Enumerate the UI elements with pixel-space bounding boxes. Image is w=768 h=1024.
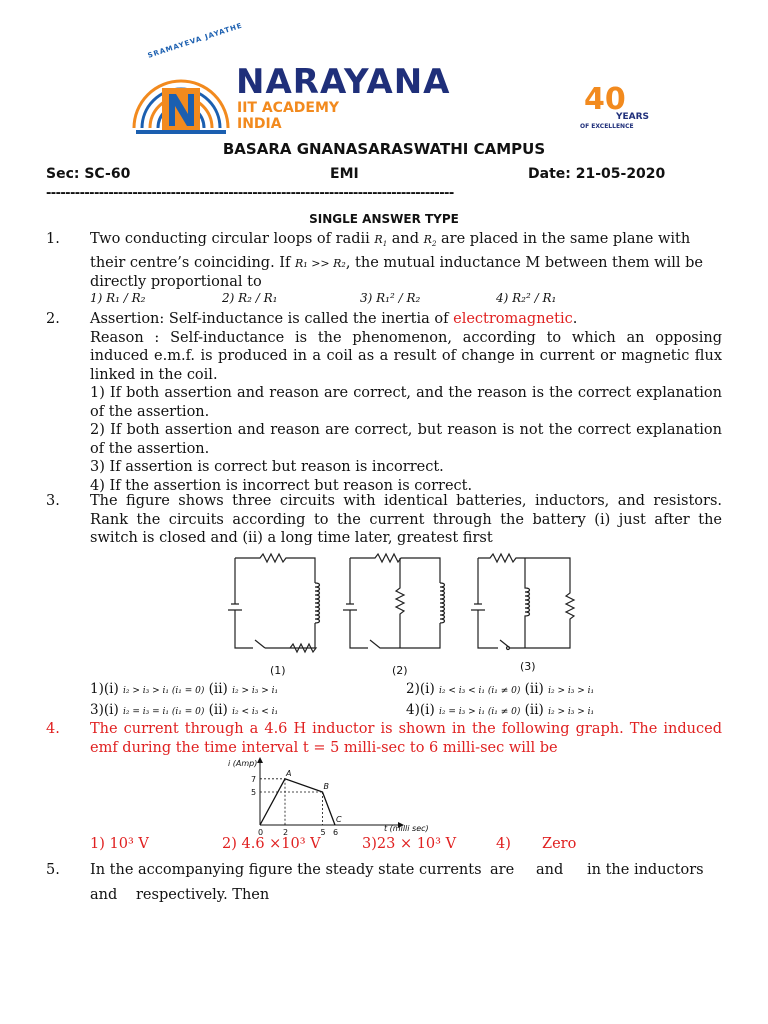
q1-text-1: Two conducting circular loops of radii [90, 231, 370, 247]
badge-excellence: OF EXCELLENCE [580, 123, 634, 130]
q5-text-2: are [490, 862, 515, 878]
question-text [90, 310, 722, 495]
q2-option-1[interactable]: 1) If both assertion and reason are correct, and the reason is the correct explanation of the assertion. [90, 385, 722, 420]
q3-option-4[interactable] [406, 702, 594, 718]
brand-sub-academy: IIT ACADEMY [237, 100, 340, 116]
question-number: 2. [46, 311, 60, 327]
circuit-label-3: (3) [520, 660, 536, 673]
q1-text-3: their centre’s coinciding. If [90, 254, 291, 271]
opt-label: 1)(i) [90, 681, 119, 697]
q1-text-5: directly proportional to [90, 274, 262, 291]
opt-label-ii: (ii) [208, 702, 228, 718]
anniversary-badge [578, 82, 650, 134]
guide-lines [260, 779, 323, 825]
logo-emblem-icon [126, 50, 236, 140]
question-number: 3. [46, 493, 60, 509]
question-text: The current through a 4.6 H inductor is shown in the following graph. The induced emf during the time interval t = 5 milli-sec to 6 milli-sec will be [90, 721, 722, 756]
y-axis-arrow-icon [257, 757, 263, 763]
opt-label-ii: (ii) [524, 702, 544, 718]
question-text: The figure shows three circuits with identical batteries, inductors, and resistors. Rank the circuits according to the current through the battery (i) just after the switch is closed and (ii) a long time later, greatest first [90, 493, 722, 546]
brand-sub-india: INDIA [237, 116, 282, 132]
campus-title: BASARA GNANASARASWATHI CAMPUS [222, 140, 546, 158]
x-tick-2: 2 [283, 828, 289, 837]
q5-text-4: in the inductors [587, 862, 704, 878]
question-number: 1. [46, 231, 60, 247]
q2-option-3[interactable]: 3) If assertion is correct but reason is incorrect. [90, 459, 444, 475]
point-label-C: C [336, 815, 342, 824]
brand-name: NARAYANA [236, 62, 451, 102]
q2-option-4[interactable]: 4) If the assertion is incorrect but reason is correct. [90, 477, 473, 494]
assertion-end: . [572, 311, 578, 327]
q5-text-5: and [90, 887, 118, 903]
opt-part-ii: i₂ > i₃ > i₁ [548, 707, 595, 717]
circuit-3 [471, 554, 574, 650]
question-2 [0, 310, 768, 494]
y-tick-5: 5 [251, 788, 257, 797]
logo-motto: SRAMAYEVA JAYATHE [146, 21, 244, 60]
y-axis-label: i (Amp) [228, 759, 258, 768]
q4-option-4-number[interactable]: 4) [496, 836, 511, 852]
point-labels [285, 769, 342, 824]
badge-number: 40 [584, 82, 626, 117]
x-tick-0: 0 [258, 828, 264, 837]
subject: EMI [330, 166, 359, 182]
x-tick-6: 6 [333, 828, 339, 837]
r1-letter: R [374, 233, 383, 246]
y-tick-labels [251, 775, 256, 797]
q5-text-3: and [536, 862, 564, 878]
opt-part-i: i₂ > i₃ > i₁ (i₁ = 0) [123, 686, 205, 696]
q3-option-2[interactable] [406, 681, 594, 697]
q4-option-2[interactable]: 2) 4.6 ×10³ V [222, 836, 321, 852]
q1-option-1[interactable]: 1) R₁ / R₂ [90, 291, 146, 305]
narayana-logo [126, 50, 236, 140]
r2-letter: R [423, 233, 432, 246]
q5-text-1: In the accompanying figure the steady state currents [90, 862, 482, 878]
q1-option-2[interactable]: 2) R₂ / R₁ [222, 291, 278, 305]
q1-and: and [391, 231, 420, 247]
q4-option-1[interactable]: 1) 10³ V [90, 836, 149, 852]
x-tick-5: 5 [320, 828, 326, 837]
q3-option-3[interactable] [90, 702, 278, 718]
circuit-label-1: (1) [270, 664, 286, 677]
opt-part-ii: i₂ > i₃ > i₁ [548, 686, 595, 696]
y-tick-7: 7 [251, 774, 257, 784]
q5-text-6: respectively. Then [136, 887, 270, 903]
r1-symbol [374, 233, 388, 249]
opt-part-ii: i₂ < i₃ < i₁ [232, 707, 279, 717]
q3-option-1[interactable] [90, 681, 278, 697]
opt-part-i: i₂ = i₃ = i₁ (i₁ = 0) [123, 707, 205, 717]
opt-label-ii: (ii) [524, 681, 544, 697]
question-5 [0, 858, 768, 908]
badge-years: YEARS [616, 112, 650, 122]
opt-label: 3)(i) [90, 702, 119, 718]
circuit-label-2: (2) [392, 664, 408, 677]
reason-text: Reason : Self-inductance is the phenomenon, according to which an opposing induced e.m.f. is produced in a coil as a result of change in current or magnetic flux linked in the coil. [90, 329, 722, 383]
q1-text-4: , the mutual inductance M between them will be [345, 254, 703, 271]
q2-option-2[interactable]: 2) If both assertion and reason are correct, but reason is not the correct explanation of the assertion. [90, 422, 722, 457]
r2-symbol [423, 233, 437, 249]
q4-option-3[interactable]: 3)23 × 10³ V [362, 836, 457, 852]
question-3 [0, 492, 768, 552]
opt-label-ii: (ii) [208, 681, 228, 697]
circuits-figure [220, 548, 600, 680]
opt-part-ii: i₂ > i₃ > i₁ [232, 686, 279, 696]
assertion-text: Assertion: Self-inductance is called the inertia of [90, 311, 449, 327]
q1-option-4[interactable]: 4) R₂² / R₁ [496, 291, 557, 305]
opt-part-i: i₂ < i₃ < i₁ (i₁ ≠ 0) [439, 686, 521, 696]
opt-label: 2)(i) [406, 681, 435, 697]
question-number: 4. [46, 721, 60, 737]
q4-option-4[interactable]: Zero [542, 836, 577, 852]
circuit-2 [343, 554, 445, 648]
q1-condition: R₁ >> R₂ [295, 256, 346, 270]
assertion-highlight: electromagnetic [453, 311, 573, 327]
x-axis-label: t (milli sec) [384, 824, 429, 833]
section-code: Sec: SC-60 [46, 166, 131, 182]
circuit-1 [228, 554, 320, 652]
r1-sub: 1 [382, 240, 388, 249]
opt-label: 4)(i) [406, 702, 435, 718]
exam-date: Date: 21-05-2020 [528, 166, 666, 182]
r2-sub: 2 [431, 240, 437, 249]
question-number: 5. [46, 862, 60, 878]
q1-option-3[interactable]: 3) R₁² / R₂ [360, 291, 421, 305]
section-title: SINGLE ANSWER TYPE [309, 212, 459, 226]
separator-dashes: ------------------------------------------------------------------------------------- [46, 186, 454, 201]
opt-part-i: i₂ = i₃ > i₁ (i₁ ≠ 0) [439, 707, 521, 717]
point-label-B: B [323, 782, 329, 791]
question-text [90, 230, 722, 292]
point-label-A: A [286, 768, 292, 778]
current-time-graph [222, 755, 442, 837]
question-4 [0, 720, 768, 760]
q1-text-2: are placed in the same plane with [441, 231, 691, 247]
